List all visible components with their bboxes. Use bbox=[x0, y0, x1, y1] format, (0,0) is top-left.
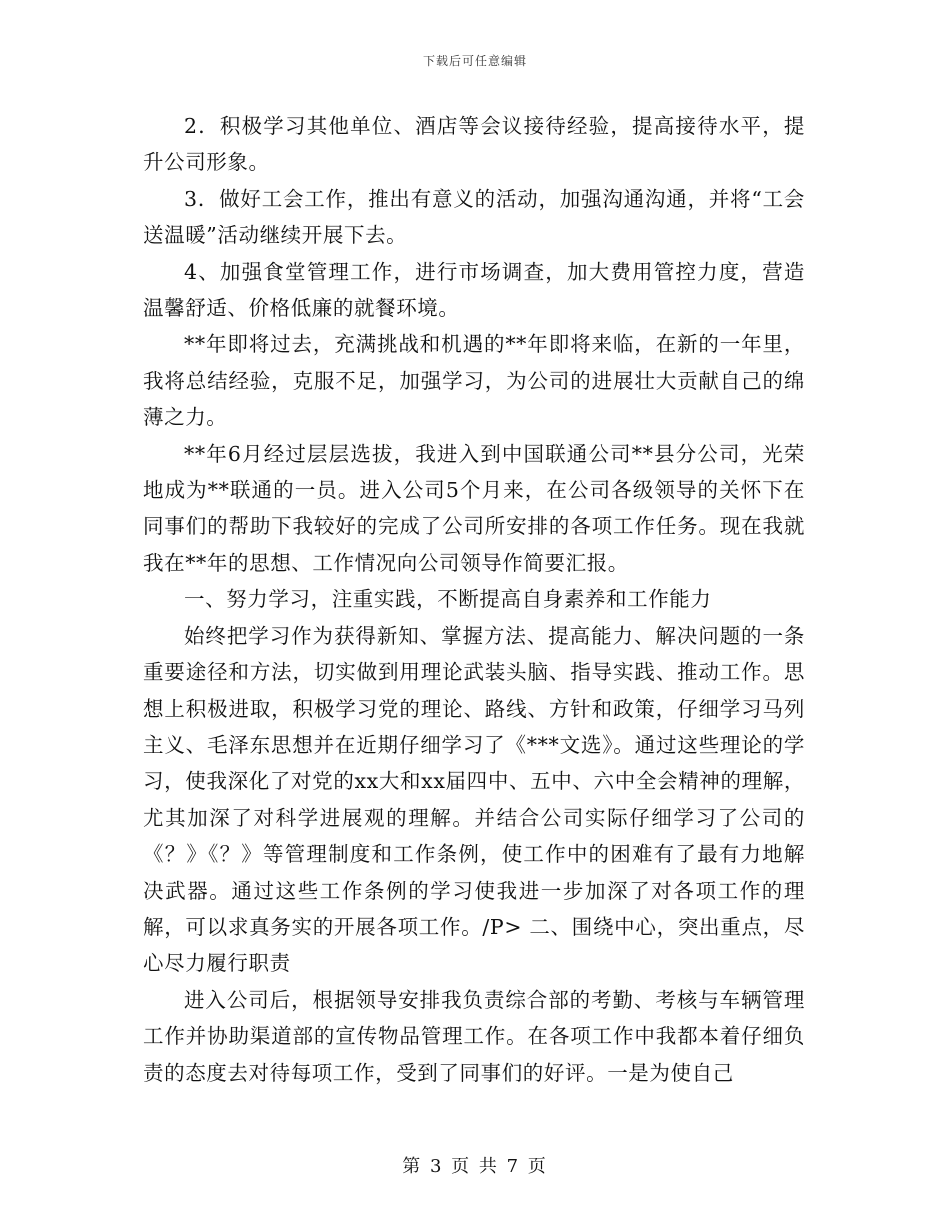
paragraph-item-2: 2．积极学习其他单位、酒店等会议接待经验，提高接待水平，提升公司形象。 bbox=[143, 114, 805, 175]
paragraph-item-4: 4、加强食堂管理工作，进行市场调查，加大费用管控力度，营造温馨舒适、价格低廉的就餐环境。 bbox=[143, 259, 805, 321]
section-heading-1: 一、努力学习，注重实践，不断提高自身素养和工作能力 bbox=[184, 587, 712, 612]
paragraph-intro: **年6月经过层层选拔，我进入到中国联通公司**县分公司，光荣地成为**联通的一员。进入公司5个月来，在公司各级领导的关怀下在同事们的帮助下我较好的完成了公司所安排的各项工作任务。现在我就我在**年的思想、工作情况向公司领导作简要汇报。 bbox=[143, 441, 805, 575]
paragraph-duties: 进入公司后，根据领导安排我负责综合部的考勤、考核与车辆管理工作并协助渠道部的宣传物品管理工作。在各项工作中我都本着仔细负责的态度去对待每项工作，受到了同事们的好评。一是为使自己 bbox=[143, 987, 805, 1085]
document-body bbox=[143, 108, 805, 1091]
page-header-note: 下载后可任意编辑 bbox=[422, 54, 527, 68]
paragraph-study: 始终把学习作为获得新知、掌握方法、提高能力、解决问题的一条重要途径和方法，切实做到用理论武装头脑、指导实践、推动工作。思想上积极进取，积极学习党的理论、路线、方针和政策，仔细学习马列主义、毛泽东思想并在近期仔细学习了《***文选》。通过这些理论的学习，使我深化了对党的xx大和xx届四中、五中、六中全会精神的理解，尤其加深了对科学进展观的理解。并结合公司实际仔细学习了公司的《？》《？》等管理制度和工作条例，使工作中的困难有了最有力地解决武器。通过这些工作条例的学习使我进一步加深了对各项工作的理解，可以求真务实的开展各项工作。/P> 二、围绕中心，突出重点，尽心尽力履行职责 bbox=[143, 623, 805, 976]
paragraph-year-summary: **年即将过去，充满挑战和机遇的**年即将来临，在新的一年里，我将总结经验，克服不足，加强学习，为公司的进展壮大贡献自己的绵薄之力。 bbox=[143, 332, 805, 430]
paragraph-item-3: 3．做好工会工作，推出有意义的活动，加强沟通沟通，并将“工会送温暖”活动继续开展下去。 bbox=[143, 186, 805, 248]
page-number-footer: 第 3 页 共 7 页 bbox=[402, 1156, 548, 1177]
